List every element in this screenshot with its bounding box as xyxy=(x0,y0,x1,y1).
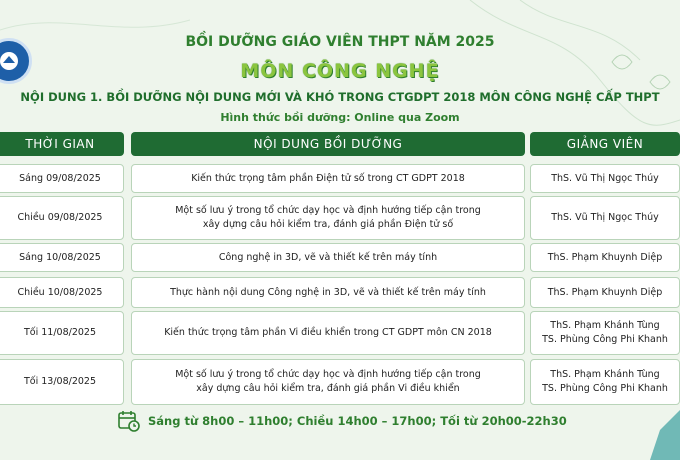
table-row-time: Chiều 09/08/2025 xyxy=(0,196,124,240)
calendar-clock-icon xyxy=(118,410,140,432)
page-title: BỒI DƯỠNG GIÁO VIÊN THPT NĂM 2025 xyxy=(185,34,495,50)
table-row-lecturer: ThS. Phạm Khánh Tùng TS. Phùng Công Phi Khanh xyxy=(530,311,680,355)
table-row-time: Tối 11/08/2025 xyxy=(0,311,124,355)
table-row-content: Kiến thức trọng tâm phần Vi điều khiển trong CT GDPT môn CN 2018 xyxy=(131,311,525,355)
table-row-lecturer: ThS. Phạm Khuynh Diệp xyxy=(530,277,680,308)
table-row-content: Công nghệ in 3D, vẽ và thiết kế trên máy tính xyxy=(131,243,525,272)
schedule-footer xyxy=(118,410,588,432)
table-row-content: Thực hành nội dung Công nghệ in 3D, vẽ và thiết kế trên máy tính xyxy=(131,277,525,308)
table-row-lecturer: ThS. Phạm Khánh Tùng TS. Phùng Công Phi Khanh xyxy=(530,359,680,405)
table-row-time: Chiều 10/08/2025 xyxy=(0,277,124,308)
table-row-lecturer: ThS. Vũ Thị Ngọc Thúy xyxy=(530,164,680,193)
table-row-time: Sáng 09/08/2025 xyxy=(0,164,124,193)
table-row-time: Sáng 10/08/2025 xyxy=(0,243,124,272)
table-row-time: Tối 13/08/2025 xyxy=(0,359,124,405)
column-header-content: NỘI DUNG BỒI DƯỠNG xyxy=(131,132,525,156)
content-title: NỘI DUNG 1. BỒI DƯỠNG NỘI DUNG MỚI VÀ KHÓ TRONG CTGDPT 2018 MÔN CÔNG NGHỆ CẤP THPT xyxy=(20,90,660,104)
schedule-text: Sáng từ 8h00 – 11h00; Chiều 14h00 – 17h00; Tối từ 20h00-22h30 xyxy=(148,414,567,428)
format-subtitle: Hình thức bồi dưỡng: Online qua Zoom xyxy=(220,111,460,124)
column-header-time: THỜI GIAN xyxy=(0,132,124,156)
table-row-content: Một số lưu ý trong tổ chức dạy học và định hướng tiếp cận trong xây dựng câu hỏi kiểm tra, đánh giá phần Điện tử số xyxy=(131,196,525,240)
subject-title: MÔN CÔNG NGHỆ xyxy=(240,60,440,82)
table-row-content: Một số lưu ý trong tổ chức dạy học và định hướng tiếp cận trong xây dựng câu hỏi kiểm tra, đánh giá phần Vi điều khiển xyxy=(131,359,525,405)
table-row-lecturer: ThS. Vũ Thị Ngọc Thúy xyxy=(530,196,680,240)
table-row-content: Kiến thức trọng tâm phần Điện tử số trong CT GDPT 2018 xyxy=(131,164,525,193)
table-row-lecturer: ThS. Phạm Khuynh Diệp xyxy=(530,243,680,272)
column-header-lecturer: GIẢNG VIÊN xyxy=(530,132,680,156)
